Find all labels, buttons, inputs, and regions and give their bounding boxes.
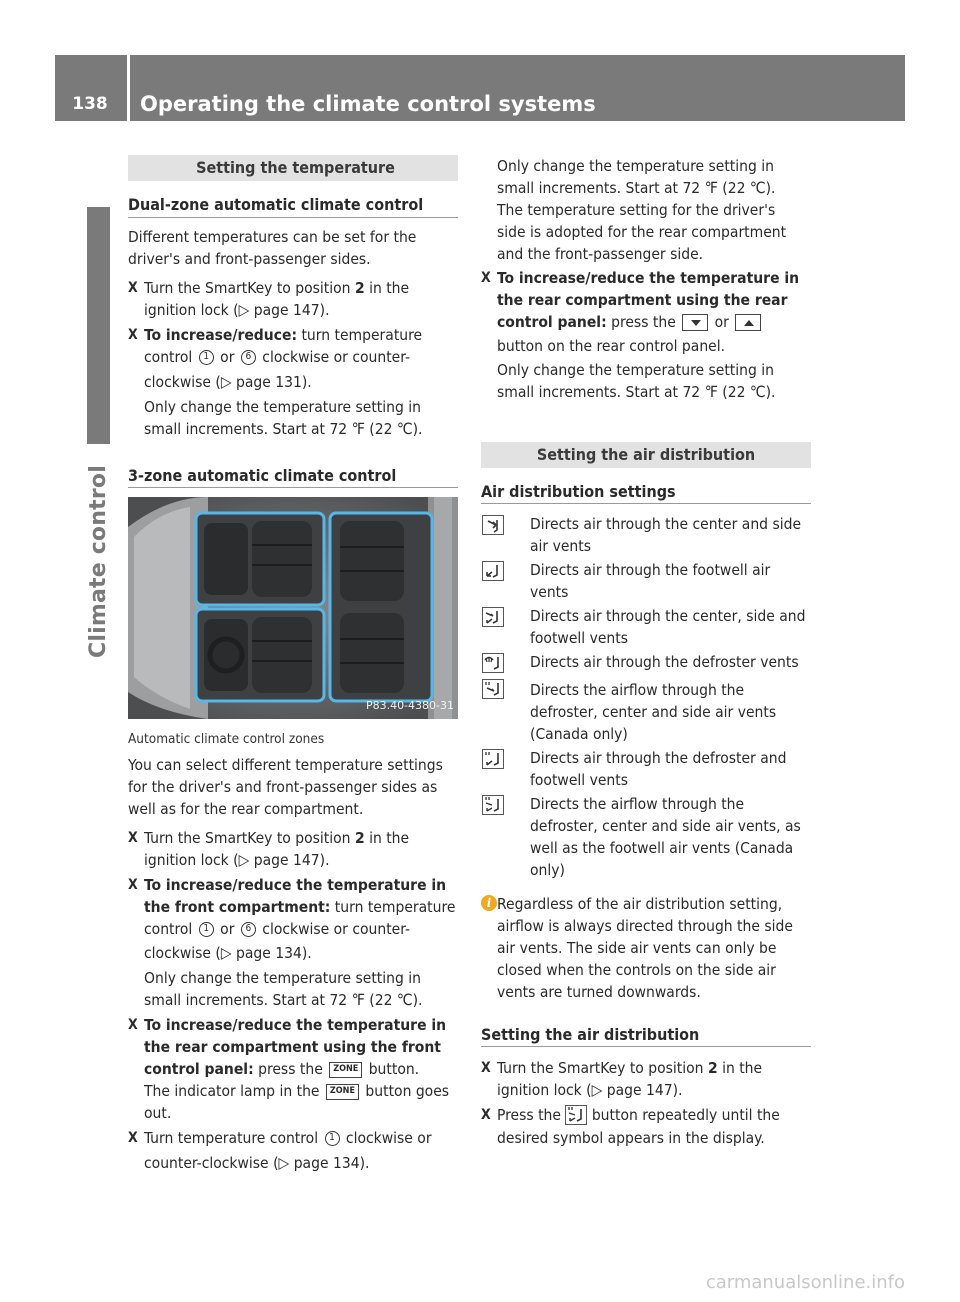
section-title-air-distribution: Setting the air distribution bbox=[481, 442, 811, 468]
page-link[interactable]: page 134). bbox=[293, 1154, 370, 1172]
page-link[interactable]: page 147). bbox=[253, 301, 330, 319]
three-note-line: small increments. Start at 72 ℉ (22 ℃). bbox=[144, 991, 423, 1009]
heading-air-distribution-settings: Air distribution settings bbox=[481, 482, 676, 501]
dual-step1-line2: ignition lock (▷ page 147). bbox=[144, 301, 330, 319]
control-1-icon: 1 bbox=[199, 922, 214, 937]
control-1-icon: 1 bbox=[199, 350, 214, 365]
rear-step-line4: button on the rear control panel. bbox=[497, 337, 726, 355]
setting-line: air vents bbox=[530, 537, 591, 555]
heading-rule bbox=[128, 487, 458, 488]
heading-rule bbox=[128, 217, 458, 218]
three-step3-line3: control panel: press the ZONE button. bbox=[144, 1060, 420, 1078]
dual-step2-line3: clockwise (▷ page 131). bbox=[144, 373, 312, 391]
dual-intro-line: driver's and front-passenger sides. bbox=[128, 250, 371, 268]
side-tab-label: Climate control bbox=[86, 465, 111, 658]
step-arrow: X bbox=[481, 270, 491, 286]
setting-line: vents bbox=[530, 583, 569, 601]
three-intro-line: for the driver's and front-passenger sides as bbox=[128, 778, 438, 796]
zone-button-icon: ZONE bbox=[326, 1084, 359, 1100]
step-arrow: X bbox=[128, 1130, 138, 1146]
control-1-icon: 1 bbox=[325, 1131, 340, 1146]
three-step1-line2: ignition lock (▷ page 147). bbox=[144, 851, 330, 869]
vent-center-side-footwell-icon bbox=[482, 607, 504, 627]
air-distribution-button-icon bbox=[565, 1105, 587, 1125]
rear-step-line2: the rear compartment using the rear bbox=[497, 291, 788, 309]
rear-step-line1: To increase/reduce the temperature in bbox=[497, 269, 800, 287]
setting-line: (Canada only) bbox=[530, 725, 628, 743]
step-arrow: X bbox=[128, 830, 138, 846]
dual-note-line: small increments. Start at 72 ℉ (22 ℃). bbox=[144, 420, 423, 438]
image-caption: Automatic climate control zones bbox=[128, 731, 325, 747]
header-divider bbox=[127, 55, 130, 121]
air-step1-line1: Turn the SmartKey to position 2 in the bbox=[497, 1059, 763, 1077]
vent-defroster-center-side-icon bbox=[482, 679, 504, 699]
setting-line: footwell vents bbox=[530, 771, 628, 789]
step-arrow: X bbox=[481, 1060, 491, 1076]
rear-step-line3: control panel: press the or bbox=[497, 311, 763, 333]
page-link[interactable]: page 147). bbox=[606, 1081, 683, 1099]
setting-line: Directs air through the footwell air bbox=[530, 561, 771, 579]
three-step3-line4: The indicator lamp in the ZONE button goes bbox=[144, 1082, 450, 1100]
heading-rule bbox=[481, 1046, 811, 1047]
setting-line: only) bbox=[530, 861, 565, 879]
air-step1-line2: ignition lock (▷ page 147). bbox=[497, 1081, 683, 1099]
vent-all-icon bbox=[482, 795, 504, 815]
setting-line: Directs air through the defroster and bbox=[530, 749, 787, 767]
info-line: Regardless of the air distribution setting, bbox=[497, 895, 783, 913]
setting-line: Directs air through the center, side and bbox=[530, 607, 806, 625]
vent-center-side-icon bbox=[482, 515, 504, 535]
air-step2-line2: desired symbol appears in the display. bbox=[497, 1129, 765, 1147]
three-step3-line1: To increase/reduce the temperature in bbox=[144, 1016, 447, 1034]
three-step2-line3: control 1 or 6 clockwise or counter- bbox=[144, 920, 411, 938]
image-code: P83.40-4380-31 bbox=[365, 699, 454, 712]
dual-step2-line1: To increase/reduce: turn temperature bbox=[144, 326, 423, 344]
page-ref-icon: ▷ bbox=[238, 301, 250, 319]
three-note-line: Only change the temperature setting in bbox=[144, 969, 421, 987]
setting-line: defroster, center and side air vents bbox=[530, 703, 777, 721]
vent-defroster-footwell-icon bbox=[482, 749, 504, 769]
arrow-down-button-icon bbox=[682, 314, 708, 331]
rear-note-line: Only change the temperature setting in bbox=[497, 361, 774, 379]
setting-line: Directs the airflow through the bbox=[530, 681, 745, 699]
heading-setting-air-distribution: Setting the air distribution bbox=[481, 1025, 700, 1044]
step-arrow: X bbox=[128, 280, 138, 296]
heading-dual-zone: Dual-zone automatic climate control bbox=[128, 195, 424, 214]
three-step4-line1: Turn temperature control 1 clockwise or bbox=[144, 1129, 432, 1147]
page-ref-icon: ▷ bbox=[278, 1154, 290, 1172]
step-arrow: X bbox=[128, 877, 138, 893]
setting-line: well as the footwell air vents (Canada bbox=[530, 839, 794, 857]
three-step4-line2: counter-clockwise (▷ page 134). bbox=[144, 1154, 370, 1172]
info-line: closed when the controls on the side air bbox=[497, 961, 776, 979]
air-step2-line1: Press the button repeatedly until the bbox=[497, 1106, 780, 1124]
rear-note-line: small increments. Start at 72 ℉ (22 ℃). bbox=[497, 383, 776, 401]
page-ref-icon: ▷ bbox=[591, 1081, 603, 1099]
rear-top-line: small increments. Start at 72 ℉ (22 ℃). bbox=[497, 179, 776, 197]
heading-rule bbox=[481, 503, 811, 504]
page-ref-icon: ▷ bbox=[220, 373, 232, 391]
page-ref-icon: ▷ bbox=[220, 944, 232, 962]
setting-line: Directs air through the defroster vents bbox=[530, 653, 799, 671]
setting-line: defroster, center and side air vents, as bbox=[530, 817, 801, 835]
rear-top-line: Only change the temperature setting in bbox=[497, 157, 774, 175]
three-step1-line1: Turn the SmartKey to position 2 in the bbox=[144, 829, 410, 847]
rear-top-line: side is adopted for the rear compartment bbox=[497, 223, 787, 241]
dual-step1-line1: Turn the SmartKey to position 2 in the bbox=[144, 279, 410, 297]
car-topview-illustration bbox=[128, 497, 458, 719]
three-step3-line5: out. bbox=[144, 1104, 172, 1122]
control-6-icon: 6 bbox=[241, 350, 256, 365]
setting-line: Directs air through the center and side bbox=[530, 515, 802, 533]
three-step3-line2: the rear compartment using the front bbox=[144, 1038, 441, 1056]
setting-line: Directs the airflow through the bbox=[530, 795, 745, 813]
vent-footwell-icon bbox=[482, 561, 504, 581]
control-6-icon: 6 bbox=[241, 922, 256, 937]
heading-three-zone: 3-zone automatic climate control bbox=[128, 466, 397, 485]
setting-line: footwell vents bbox=[530, 629, 628, 647]
three-step2-line1: To increase/reduce the temperature in bbox=[144, 876, 447, 894]
arrow-up-button-icon bbox=[735, 314, 761, 331]
zone-button-icon: ZONE bbox=[329, 1062, 362, 1078]
dual-step2-line2: control 1 or 6 clockwise or counter- bbox=[144, 348, 411, 366]
three-step2-line4: clockwise (▷ page 134). bbox=[144, 944, 312, 962]
dual-note-line: Only change the temperature setting in bbox=[144, 398, 421, 416]
step-arrow: X bbox=[128, 1017, 138, 1033]
page-title: Operating the climate control systems bbox=[140, 92, 596, 116]
page-ref-icon: ▷ bbox=[238, 851, 250, 869]
info-line: airflow is always directed through the side bbox=[497, 917, 793, 935]
side-tab-marker bbox=[87, 207, 110, 444]
watermark: carmanualsonline.info bbox=[705, 1272, 905, 1293]
three-intro-line: well as for the rear compartment. bbox=[128, 800, 364, 818]
vent-defroster-icon bbox=[482, 653, 504, 673]
page-link[interactable]: page 147). bbox=[253, 851, 330, 869]
info-icon: i bbox=[481, 895, 497, 911]
page-link[interactable]: page 131). bbox=[235, 373, 312, 391]
three-step2-line2: the front compartment: turn temperature bbox=[144, 898, 456, 916]
page-number: 138 bbox=[72, 94, 108, 114]
section-title-temperature: Setting the temperature bbox=[128, 155, 458, 181]
step-arrow: X bbox=[128, 327, 138, 343]
step-arrow: X bbox=[481, 1107, 491, 1123]
page-link[interactable]: page 134). bbox=[235, 944, 312, 962]
climate-zones-image bbox=[128, 497, 458, 719]
three-intro-line: You can select different temperature settings bbox=[128, 756, 443, 774]
info-line: air vents. The side air vents can only be bbox=[497, 939, 777, 957]
info-line: vents are turned downwards. bbox=[497, 983, 701, 1001]
rear-top-line: and the front-passenger side. bbox=[497, 245, 704, 263]
rear-top-line: The temperature setting for the driver's bbox=[497, 201, 776, 219]
dual-intro-line: Different temperatures can be set for the bbox=[128, 228, 417, 246]
